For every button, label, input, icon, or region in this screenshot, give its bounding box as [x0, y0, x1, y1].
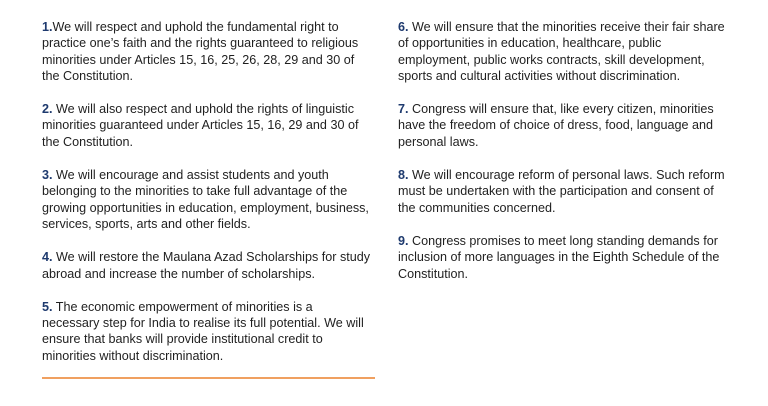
item-number: 5. — [42, 299, 53, 314]
item-text: The economic empowerment of minorities is a necessary step for India to realise its full potential. We will ensure that banks will provide institutional credit to minorities without discrimination. — [42, 299, 364, 363]
divider-rule — [42, 377, 375, 379]
right-column — [398, 19, 728, 299]
item-text: We will restore the Maulana Azad Scholarships for study abroad and increase the number of scholarships. — [42, 250, 371, 281]
item-number: 7. — [398, 102, 409, 117]
list-item — [42, 299, 372, 364]
list-item — [42, 249, 372, 282]
item-number: 1. — [42, 20, 53, 34]
item-text: We will ensure that the minorities receive their fair share of opportunities in education, healthcare, public employment, public works contracts, skill development, sports and cultural activities without discrimination. — [398, 20, 725, 83]
item-text: We will respect and uphold the fundamental right to practice one’s faith and the rights guaranteed to religious minorities under Articles 15, 16, 25, 26, 28, 29 and 30 of the Constitution. — [42, 20, 359, 83]
item-text: Congress promises to meet long standing demands for inclusion of more languages in the Eighth Schedule of the Constitution. — [398, 233, 720, 281]
list-item — [42, 167, 372, 232]
item-text: We will encourage reform of personal laws. Such reform must be undertaken with the participation and consent of the communities concerned. — [398, 168, 725, 215]
item-number: 3. — [42, 168, 53, 183]
item-number: 4. — [42, 250, 53, 265]
item-number: 2. — [42, 102, 53, 117]
item-number: 6. — [398, 20, 409, 34]
list-item — [42, 19, 372, 84]
item-text: We will encourage and assist students and youth belonging to the minorities to take full advantage of the growing opportunities in education, employment, business, services, sports, arts and other fields. — [42, 168, 369, 231]
list-item — [398, 101, 728, 150]
item-number: 9. — [398, 233, 409, 248]
item-number: 8. — [398, 168, 409, 183]
item-text: We will also respect and uphold the rights of linguistic minorities guaranteed under Articles 15, 16, 29 and 30 of the Constitution. — [42, 102, 359, 149]
left-column — [42, 19, 372, 381]
list-item — [398, 233, 728, 282]
list-item — [398, 19, 728, 84]
item-text: Congress will ensure that, like every citizen, minorities have the freedom of choice of dress, food, language and personal laws. — [398, 102, 714, 149]
list-item — [42, 101, 372, 150]
list-item — [398, 167, 728, 216]
